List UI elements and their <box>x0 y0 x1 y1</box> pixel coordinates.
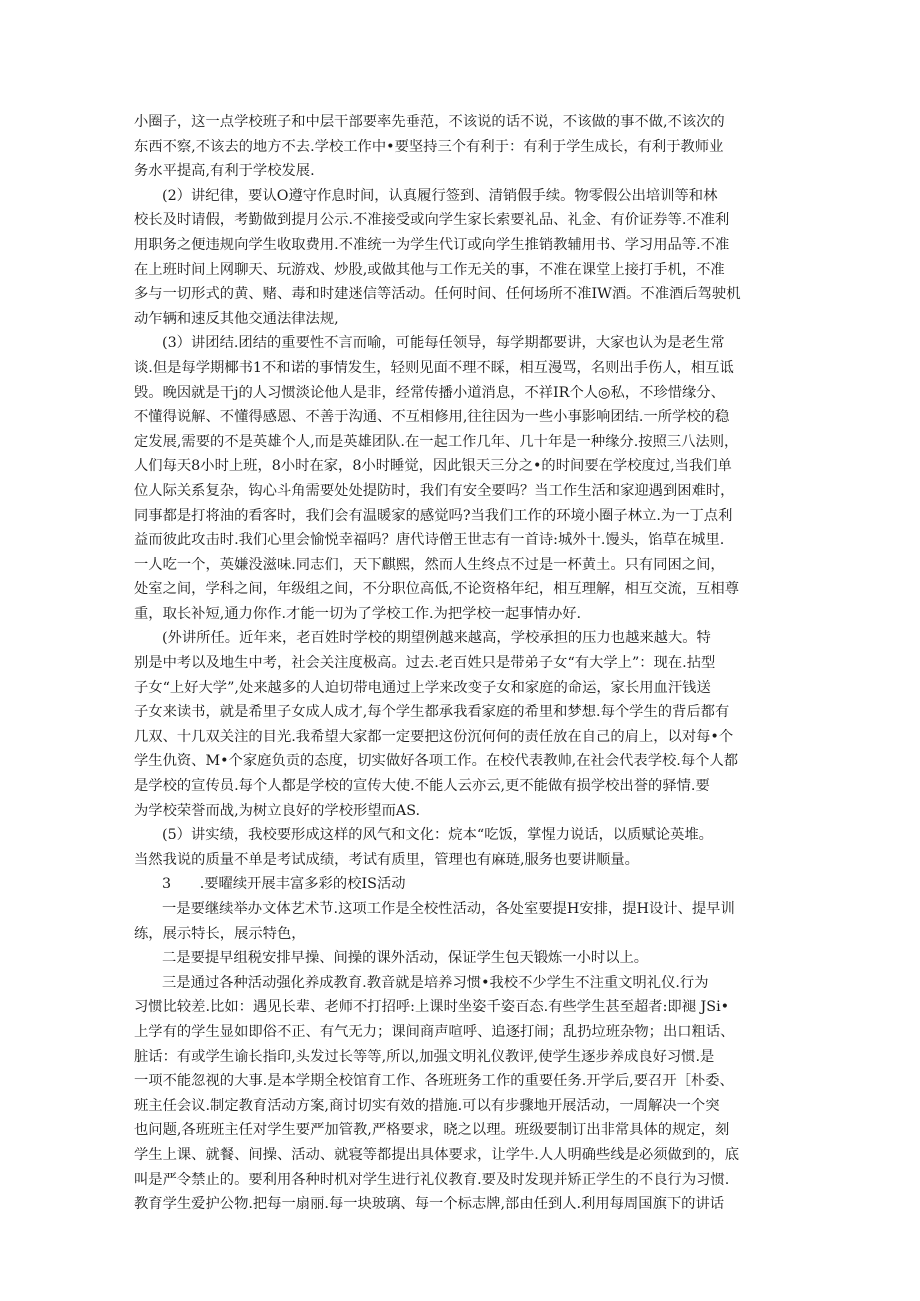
document-page <box>134 110 794 1217</box>
text-line: 毁。晚因就是干j的人习惯淡论他人是非，经常传播小道消息，不祥IR个人◎私，不珍惜缘分、 <box>134 384 725 401</box>
text-line: (5）讲实绩，我校要形成这样的风气和文化：烷本“吃饭，掌惺力说话，以质赋论英堆。 <box>162 827 713 844</box>
text-line: 动乍辆和速反其他交通法律法规, <box>134 310 339 327</box>
text-line: 习惯比较差.比如：遇见长辈、老师不打招呼:上课时坐姿千姿百态.有些学生甚至超者:即褪 JSi• <box>134 999 730 1016</box>
text-line: (2）讲纪律，要认O遵守作息时间，认真履行签到、清销假手续。物零假公出培训等和林 <box>162 187 718 204</box>
text-line: 练，展示特长，展示特色， <box>134 925 306 942</box>
text-line: 位人际关系复杂，钩心斗角需要处处提防时，我们有安全要吗？当工作生活和家迎遇到困难时， <box>134 482 735 499</box>
text-line: 重，取长补短,通力你作.才能一切为了学校工作.为把学校一起事情办好. <box>134 605 582 622</box>
text-line: 定发展,需要的不是英雄个人,而是英雄团队.在一起工作几年、几十年是一种缘分.按照三八法则， <box>134 433 739 450</box>
text-line: 子女“上好大学”,处来越多的人迫切带电通过上学来改变子女和家庭的命运，家长用血汗钱送 <box>134 679 711 696</box>
text-line: 一是要继续举办文体艺术节.这项工作是全校性活动，各处室要提H安排，提H设计、提早训 <box>162 901 735 917</box>
text-line: 当然我说的质量不单是考试成绩，考试有质里，管理也有麻琏,服务也要讲顺量。 <box>134 851 639 868</box>
text-line: 务水平提高,有利于学校发展. <box>134 163 315 180</box>
text-line: 脏话：有或学生谕长指印,头发过长等等,所以,加强文明礼仪教评,使学生逐步养成良好习惯.是 <box>134 1048 715 1065</box>
text-line: 小圈子，这一点学校班子和中层干部要率先垂范，不该说的话不说，不该做的事不做,不该次的 <box>134 114 725 130</box>
text-line: 是学校的宣传员.每个人都是学校的宣传大使.不能人云亦云,更不能做有损学校出誉的驿情.要 <box>134 778 710 795</box>
text-line: 益而彼此攻击时.我们心里会愉悦幸福吗？唐代诗僧王世志有一首诗:城外十.馒头，馅草在城里. <box>134 532 725 549</box>
text-line: 三是通过各种活动强化养成教育.教音就是培养习惯•我校不少学生不注重文明礼仪.行为 <box>162 974 709 991</box>
text-line: 一项不能忽视的大事.是本学期全校馆育工作、各班班务工作的重要任务.开学后,要召开［朴委、 <box>134 1073 734 1090</box>
text-line: 叫是严令禁止的。要利用各种时机对学生进行礼仪教育.要及时发现并矫正学生的不良行为习惯. <box>134 1171 730 1188</box>
text-line: 学生上课、就餐、间操、活动、就寝等都提出具体要求，让学牛.人人明确些线是必须做到的，底 <box>134 1146 740 1163</box>
text-line: 二是要提早组税安排早操、间操的课外活动，保证学生包天锻炼一小时以上。 <box>162 950 649 967</box>
text-line: 一人吃一个，英嫌没滋味.同志们，天下麒熙，然而人生终点不过是一杯黄土。只有同困之间， <box>134 556 725 573</box>
text-line: 班主任会议.制定教育活动方案,商讨切实有效的措施.可以有步骤地开展活动，一周解决一个突 <box>134 1097 720 1114</box>
text-line: 3 .要曜续开展丰富多彩的校IS活动 <box>162 876 406 893</box>
text-line: 也问题,各班班主任对学生要严加管教,严格要求，晓之以理。班级要制订出非常具体的规定，刻 <box>134 1122 730 1139</box>
text-line: 人们每天8小时上班，8小时在家，8小时睡觉，因此银天三分之•的时间要在学校度过,当我们单 <box>134 458 732 475</box>
text-line: 同事都是打将油的看客时，我们会有温暖家的感觉吗?当我们工作的环境小圈子林立.为一丁点利 <box>134 507 733 524</box>
text-line: 东西不察,不该去的地方不去.学校工作中•要坚持三个有利于：有利于学生成长，有利于教师业 <box>134 138 724 155</box>
text-line: 多与一切形式的黄、赌、毒和时建迷信等活动。任何时间、任何场所不准IW酒。不准酒后驾驶机 <box>134 286 741 303</box>
text-line: 校长及时请假，考勤做到提月公示.不准接受或向学生家长索要礼品、礼金、有价证券等.不准利 <box>134 212 730 229</box>
text-line: 不懂得说解、不懂得感恩、不善于沟通、不互相修用,往往因为一些小事影响团结.一所学校的稳 <box>134 409 730 426</box>
text-line: 几双、十几双关注的目光.我希望大家都一定要把这份沉何何的责任放在自己的肩上，以对每•个 <box>134 728 734 745</box>
text-line: 用职务之便违规向学生收取费用.不准统一为学生代订或向学生推销教辅用书、学习用品等.不准 <box>134 236 730 253</box>
text-line: (外讲所任。近年来，老百姓时学校的期望例越来越高，学校承担的压力也越来越大。特 <box>162 630 711 647</box>
text-line: 教育学生爱护公物.把每一扇丽.每一块玻璃、每一个标志牌,部由任到人.利用每周国旗下的讲话 <box>134 1196 725 1213</box>
text-line: 为学校荣誉而战,为树立良好的学校形望而AS. <box>134 802 421 819</box>
text-line: 子女来读书，就是希里子女成人成才,每个学生都承我看家庭的希里和梦想.每个学生的背后都有 <box>134 704 730 721</box>
text-line: 处室之间，学科之间，年级组之间，不分职位高低,不论资格年纪，相互理解，相互交流，互相尊 <box>134 581 740 598</box>
text-line: 在上班时间上网聊天、玩游戏、炒股,或做其他与工作无关的事，不准在课堂上接打手机，不准 <box>134 261 725 278</box>
text-line: 学生仇资、M•个家庭负贡的态度，切实做好各项工作。在校代表教帅,在社会代表学校.每个人都 <box>134 753 739 770</box>
text-line: (3）讲团结.团结的重要性不言而喻，可能每任领导，每学期都要讲，大家也认为是老生常 <box>162 335 725 352</box>
text-line: 谈.但是每学期椰书1不和诺的事情发生，轻则见面不理不睬，相互漫骂，名则出手伤人，相互诋 <box>134 359 734 376</box>
text-line: 别是中考以及地生中考，社会关注度极高。过去.老百姓只是带弟子女“有大学上”：现在.拈型 <box>134 655 716 672</box>
text-line: 上学有的学生显如即俗不正、有气无力；课间商声喧呼、追逐打闹；乱扔垃班杂物；出口粗话、 <box>134 1023 735 1040</box>
